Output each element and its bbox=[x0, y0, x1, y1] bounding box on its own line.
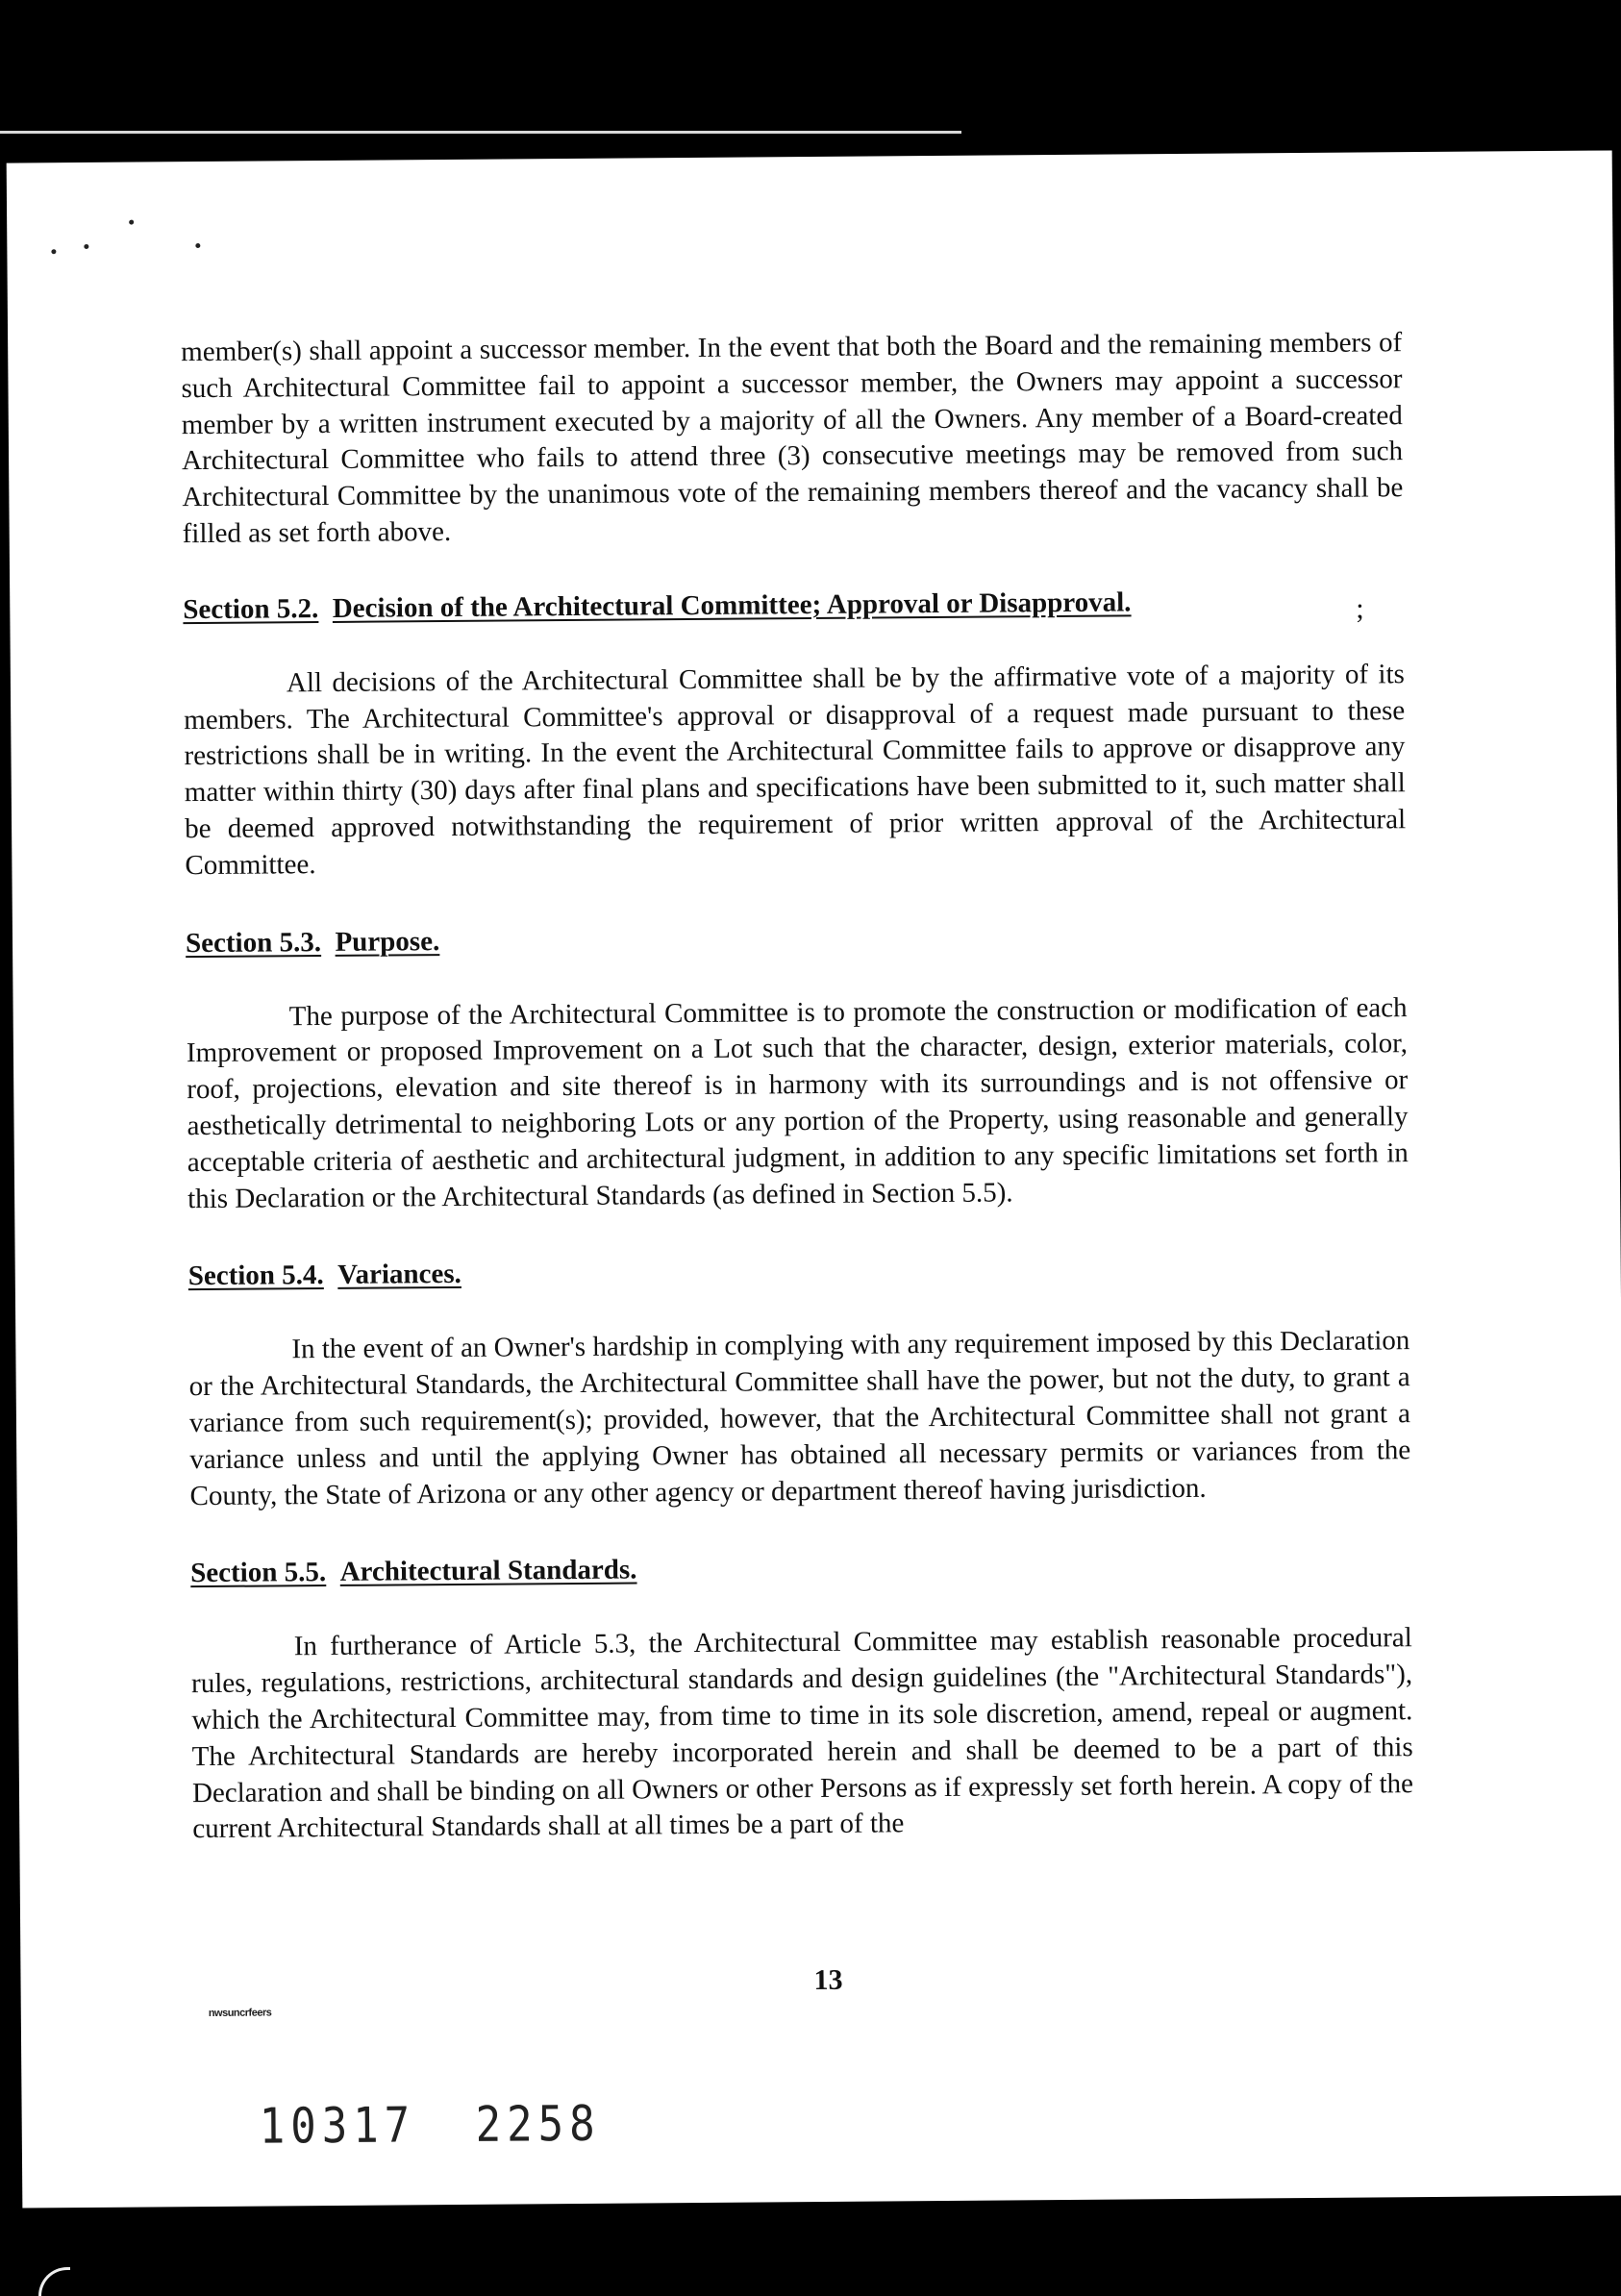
section-title: Purpose. bbox=[335, 925, 440, 958]
section-5-3-body: The purpose of the Architectural Committee is to promote the construction or modification of each Improvement or proposed Improvement on a Lot such that the character, design, exterior materials, color, roof, projections, elevation and site thereof is in harmony with its surroundings and is not offensive or aesthetically detrimental to neighboring Lots or any portion of the Property, using reasonable and generally acceptable criteria of aesthetic and architectural judgment, in addition to any specific limitations set forth in this Declaration or the Architectural Standards (as defined in Section 5.5). bbox=[186, 991, 1409, 1214]
footer-file-code: nwsuncrfeers bbox=[208, 2007, 272, 2019]
section-5-3-heading bbox=[186, 915, 1407, 961]
section-5-4-heading bbox=[188, 1249, 1409, 1295]
scan-speck bbox=[84, 244, 88, 249]
section-5-5-heading bbox=[190, 1545, 1411, 1591]
scan-speck bbox=[195, 243, 200, 248]
section-5-4-body: In the event of an Owner's hardship in complying with any requirement imposed by this Declaration or the Architectural Standards, the Architectural Committee shall have the power, but not the duty, to grant a variance from such requirement(s); provided, however, that the Architectural Committee shall not grant a variance unless and until the applying Owner has obtained all necessary permits or variances from the County, the State of Arizona or any other agency or department thereof having jurisdiction. bbox=[188, 1325, 1411, 1511]
section-title: Architectural Standards. bbox=[339, 1554, 637, 1588]
body-text bbox=[181, 325, 1413, 1848]
section-number: Section 5.4. bbox=[187, 1260, 324, 1292]
page-number: 13 bbox=[813, 1963, 843, 1997]
section-number: Section 5.3. bbox=[185, 926, 322, 959]
document-page bbox=[7, 150, 1621, 2208]
section-5-2-body: All decisions of the Architectural Committee shall be by the affirmative vote of a majority of its members. The Architectural Committee's approval or disapproval of a request made pursuant to these restrictions shall be in writing. In the event the Architectural Committee fails to approve or disapprove any matter within thirty (30) days after final plans and specifications have been submitted to it, such matter shall be deemed approved notwithstanding the requirement of prior written approval of the Architectural Committee. bbox=[184, 658, 1407, 881]
margin-mark: ; bbox=[1356, 592, 1364, 625]
section-5-2-heading bbox=[183, 582, 1404, 628]
section-title: Variances. bbox=[337, 1259, 461, 1291]
section-number: Section 5.2. bbox=[183, 592, 319, 625]
scan-corner-artifact bbox=[38, 2267, 70, 2296]
section-number: Section 5.5. bbox=[190, 1557, 327, 1589]
scan-speck bbox=[129, 220, 134, 225]
continuation-paragraph: member(s) shall appoint a successor member. In the event that both the Board and the remaining members of such Architectural Committee fail to appoint a successor member, the Owners may appoint a successor member by a written instrument executed by a majority of all the Owners. Any member of a Board-created Architectural Committee who fails to attend three (3) consecutive meetings may be removed from such Architectural Committee by the unanimous vote of the remaining members thereof and the vacancy shall be filled as set forth above. bbox=[181, 327, 1404, 550]
scan-top-edge-line bbox=[0, 131, 961, 134]
bates-stamp-number: 10317 2258 bbox=[259, 2095, 601, 2156]
scan-speck bbox=[51, 249, 56, 254]
section-5-5-body: In furtherance of Article 5.3, the Architectural Committee may establish reasonable procedural rules, regulations, restrictions, architectural standards and design guidelines (the "Architectural Standards"), which the Architectural Committee may, from time to time in its sole discretion, amend, repeal or augment. The Architectural Standards are hereby incorporated herein and shall be deemed to be a part of this Declaration and shall be binding on all Owners or other Persons as if expressly set forth herein. A copy of the current Architectural Standards shall at all times be a part of the bbox=[190, 1622, 1414, 1845]
section-title: Decision of the Architectural Committee; Approval or Disapproval. bbox=[332, 586, 1132, 624]
